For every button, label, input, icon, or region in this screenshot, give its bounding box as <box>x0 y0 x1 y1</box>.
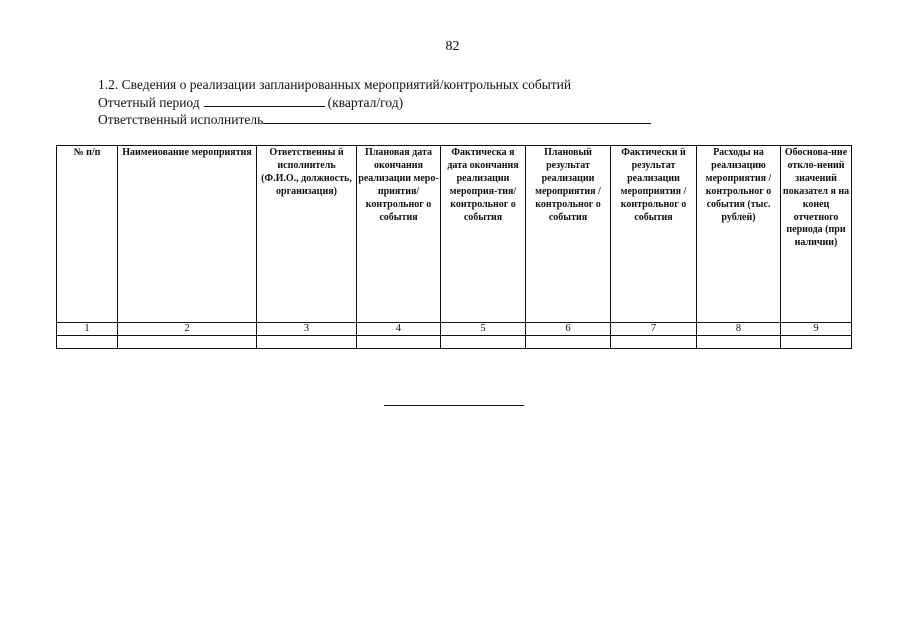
table-cell <box>526 336 611 349</box>
table-cell <box>257 336 357 349</box>
column-header-actual-result: Фактически й результат реализации мероприятия /контрольног о события <box>611 146 697 323</box>
table-cell <box>57 336 118 349</box>
report-heading <box>98 77 651 129</box>
responsible-executor-line <box>98 111 651 129</box>
column-header-activity-name: Наименование мероприятия <box>118 146 257 323</box>
column-header-actual-end-date: Фактическа я дата окончания реализации мероприя-тия/ контрольног о события <box>441 146 526 323</box>
column-header-expenses: Расходы на реализацию мероприятия /контрольног о события (тыс. рублей) <box>697 146 781 323</box>
table-header-row <box>57 146 852 323</box>
section-title: 1.2. Сведения о реализации запланированных мероприятий/контрольных событий <box>98 77 572 92</box>
responsible-executor-blank <box>263 111 651 124</box>
column-number-cell: 4 <box>357 323 441 336</box>
table-cell <box>357 336 441 349</box>
column-header-planned-result: Плановый результат реализации мероприятия /контрольног о события <box>526 146 611 323</box>
reporting-period-label: Отчетный период <box>98 94 200 110</box>
column-number-cell: 7 <box>611 323 697 336</box>
column-header-deviation-justification: Обоснова-ние откло-нений значений показател я на конец отчетного периода (при наличии) <box>781 146 852 323</box>
column-header-planned-end-date: Плановая дата окончания реализации меро-приятия/ контрольног о события <box>357 146 441 323</box>
table-cell <box>781 336 852 349</box>
column-number-cell: 8 <box>697 323 781 336</box>
table-cell <box>697 336 781 349</box>
footer-divider <box>384 405 524 406</box>
column-header-responsible-executor: Ответственны й исполнитель (Ф.И.О., должность, организация) <box>257 146 357 323</box>
responsible-executor-label: Ответственный исполнитель <box>98 112 264 127</box>
column-number-cell: 6 <box>526 323 611 336</box>
column-number-cell: 2 <box>118 323 257 336</box>
table-cell <box>441 336 526 349</box>
column-number-cell: 3 <box>257 323 357 336</box>
reporting-period-suffix: (квартал/год) <box>327 94 404 110</box>
table-row <box>57 336 852 349</box>
column-header-number: № п/п <box>57 146 118 323</box>
activities-table <box>56 145 852 349</box>
reporting-period-blank <box>204 94 325 107</box>
column-number-cell: 5 <box>441 323 526 336</box>
reporting-period-line <box>98 94 651 112</box>
column-number-cell: 1 <box>57 323 118 336</box>
table-cell <box>118 336 257 349</box>
column-numbers-row <box>57 323 852 336</box>
page-number: 82 <box>445 39 460 54</box>
column-number-cell: 9 <box>781 323 852 336</box>
table-cell <box>611 336 697 349</box>
